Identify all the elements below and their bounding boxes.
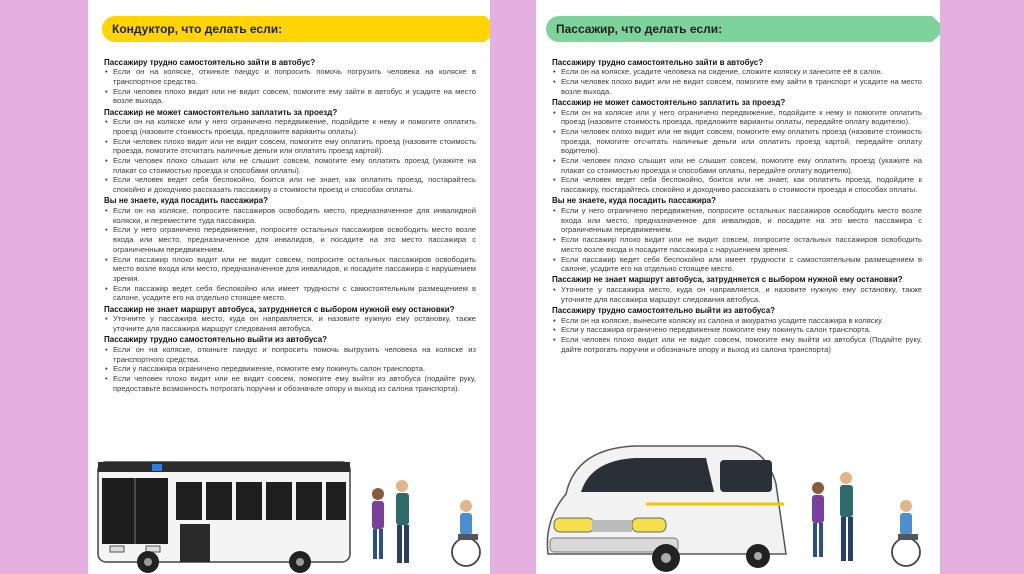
list-item: • Если у пассажира ограничено передвижение помогите ему покинуть салон транспорта. bbox=[552, 325, 922, 335]
instruction-list bbox=[104, 345, 476, 394]
section-heading: Пассажир не может самостоятельно заплатить за проезд? bbox=[552, 97, 786, 107]
instruction-list bbox=[104, 67, 476, 106]
list-item: • Если он на коляске или у него ограничено передвижение, подойдите к нему и помогите оплатить проезд (назовите стоимость проезда, предложите варианты оплаты, передайте оплату водителю). bbox=[552, 108, 922, 127]
passenger-instructions bbox=[552, 56, 922, 355]
list-item: • Если он на коляске, усадите человека на сидение, сложите коляску и занесите её в салон. bbox=[552, 67, 922, 77]
bus-illustration bbox=[88, 434, 490, 574]
minibus-illustration bbox=[536, 434, 940, 574]
section-heading: Вы не знаете, куда посадить пассажира? bbox=[552, 196, 716, 206]
instruction-list bbox=[552, 316, 922, 355]
section-heading: Пассажир не знает маршрут автобуса, затрудняется с выбором нужной ему остановки? bbox=[104, 304, 455, 314]
list-item: • Если у него ограничено передвижение, попросите остальных пассажиров освободить место возле входа или место, предназначенное для инвалидов, и посадите на это место пассажира с ограниченным передвижением. bbox=[552, 206, 922, 235]
instruction-list bbox=[552, 206, 922, 274]
instruction-list bbox=[104, 117, 476, 195]
list-item: • Если человек ведет себя беспокойно, боится или не знает, как оплатить проезд, подойдите к пассажиру, постарайтесь спокойно и доходчиво рассказать о стоимости проезда и способах оплаты. bbox=[552, 175, 922, 194]
list-item: • Если пассажир плохо видит или не видит совсем, попросите остальных пассажиров освободить место возле входа или место, предназначенное для инвалидов, и посадите пассажира с нарушением зрения. bbox=[104, 255, 476, 284]
instruction-list bbox=[552, 285, 922, 304]
minibus-icon bbox=[547, 446, 786, 572]
conductor-page bbox=[88, 0, 490, 574]
list-item: • Если он на коляске или у него ограничено передвижение, подойдите к нему и помогите оплатить проезд (назовите стоимость проезда, предложите варианты оплаты). bbox=[104, 117, 476, 136]
section-heading: Пассажир не может самостоятельно заплатить за проезд? bbox=[104, 107, 338, 117]
list-item: • Если он на коляске, вынесите коляску из салона и аккуратно усадите пассажира в коляску. bbox=[552, 316, 922, 326]
list-item: • Если пассажир ведет себя беспокойно или имеет трудности с самостоятельным размещением в салоне, усадите его на отдельно стоящее место. bbox=[552, 255, 922, 274]
section-heading: Пассажиру трудно самостоятельно зайти в автобус? bbox=[552, 57, 764, 67]
section-heading: Вы не знаете, куда посадить пассажира? bbox=[104, 196, 268, 206]
passenger-title-banner bbox=[546, 16, 932, 42]
list-item: • Если у пассажира ограничено передвижение, помогите ему покинуть салон транспорта. bbox=[104, 364, 476, 374]
section-heading: Пассажиру трудно самостоятельно зайти в автобус? bbox=[104, 57, 316, 67]
list-item: • Если человек плохо видит или не видит совсем, помогите ему оплатить проезд (назовите стоимость проезда, помогите отсчитать наличные деньги или оплатить проезд картой). bbox=[104, 137, 476, 156]
bus-icon bbox=[98, 462, 350, 573]
list-item: • Если пассажир ведет себя беспокойно или имеет трудности с самостоятельным размещением в салоне, усадите его на отдельно стоящее место. bbox=[104, 284, 476, 303]
instruction-list bbox=[104, 206, 476, 303]
people-illustration bbox=[358, 480, 480, 566]
list-item: • Если человек плохо видит или не видит совсем, помогите ему зайти в автобус и усадите на место возле выхода. bbox=[104, 87, 476, 106]
list-item: • Если человек плохо видит или не видит совсем, помогите ему оплатить проезд (назовите стоимость проезда, помогите отсчитать наличные деньги или оплатить проезд картой, передайте оплату водителю). bbox=[552, 127, 922, 156]
list-item: • Если он на коляске, откиньте пандус и попросить помочь погрузить человека на коляске в транспортное средство. bbox=[104, 67, 476, 86]
list-item: • Если человек плохо видит или не видит совсем, помогите ему выйти из автобуса (Подайте руку, дайте потрогать поручни и обозначьте опору и выход из салона транспорта) bbox=[552, 335, 922, 354]
passenger-title: Пассажир, что делать если: bbox=[556, 22, 723, 36]
instruction-list bbox=[552, 108, 922, 195]
list-item: • Если человек плохо слышит или не слышит совсем, помогите ему оплатить проезд (укажите на плакат со стоимостью проезда и способами оплаты, передайте оплату водителю). bbox=[552, 156, 922, 175]
list-item: • Если у него ограничено передвижение, попросите остальных пассажиров освободить место возле входа или место, предназначенное для инвалидов, и посадите на это место пассажира с ограниченным передвижением. bbox=[104, 225, 476, 254]
conductor-instructions bbox=[104, 56, 476, 393]
conductor-title: Кондуктор, что делать если: bbox=[112, 22, 283, 36]
list-item: • Если он на коляске, откиньте пандус и попросить помочь выгрузить человека на коляске из транспортного средства. bbox=[104, 345, 476, 364]
list-item: • Если он на коляске, попросите пассажиров освободить место, предназначенное для инвалидной коляски, и переместите туда пассажира. bbox=[104, 206, 476, 225]
list-item: • Если человек плохо видит или не видит совсем, помогите ему выйти из автобуса (подайте руку, предоставьте возможность потрогать поручни и обозначьте опору и выход из салона транспорта). bbox=[104, 374, 476, 393]
list-item: • Если пассажир плохо видит или не видит совсем, попросите остальных пассажиров освободить место возле входа и посадите пассажира с нарушением зрения. bbox=[552, 235, 922, 254]
section-heading: Пассажиру трудно самостоятельно выйти из автобуса? bbox=[104, 335, 328, 345]
people-illustration bbox=[798, 472, 920, 568]
instruction-list bbox=[104, 314, 476, 333]
section-heading: Пассажиру трудно самостоятельно выйти из автобуса? bbox=[552, 306, 776, 316]
list-item: • Уточните у пассажира место, куда он направляется, и назовите нужную ему остановку, также уточните для пассажира маршрут следования автобуса. bbox=[104, 314, 476, 333]
instruction-list bbox=[552, 67, 922, 96]
list-item: • Если человек ведет себя беспокойно, боится или не знает, как оплатить проезд, постарайтесь спокойно и доходчиво рассказать пассажиру о стоимости проезд и способах оплаты. bbox=[104, 175, 476, 194]
section-heading: Пассажир не знает маршрут автобуса, затрудняется с выбором нужной ему остановки? bbox=[552, 275, 903, 285]
list-item: • Если человек плохо видит или не видит совсем, помогите ему зайти в транспорт и усадите на место возле выхода. bbox=[552, 77, 922, 96]
list-item: • Если человек плохо слышит или не слышит совсем, помогите ему оплатить проезд (укажите на плакат со стоимостью проезда и способами оплаты). bbox=[104, 156, 476, 175]
list-item: • Уточните у пассажира место, куда он направляется, и назовите нужную ему остановку, также уточните для пассажира маршрут следования автобуса. bbox=[552, 285, 922, 304]
passenger-page bbox=[536, 0, 940, 574]
conductor-title-banner bbox=[102, 16, 485, 42]
